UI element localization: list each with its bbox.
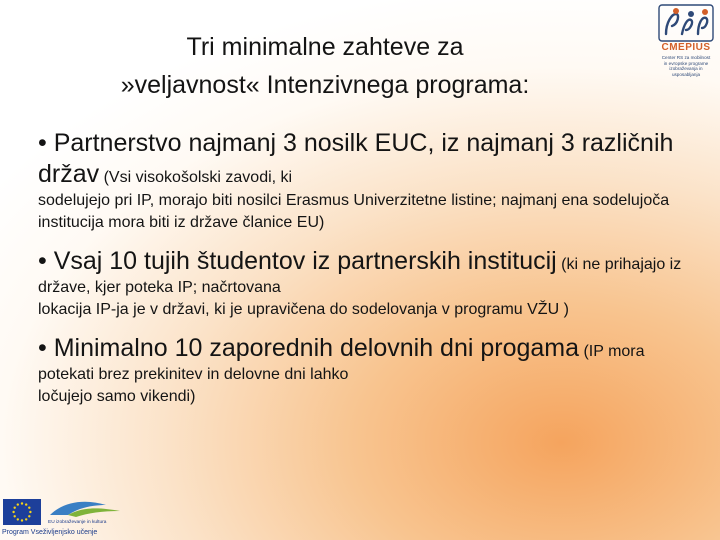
requirement-note: (ki ne prihajajo iz države, kjer poteka IP; načrtovana bbox=[38, 256, 682, 296]
cmepius-tagline-line-1: Center RS za mobilnost bbox=[661, 55, 711, 60]
cmepius-brand: CMEPIUS bbox=[661, 42, 711, 53]
lifelong-learning-logos bbox=[0, 496, 130, 540]
cmepius-tagline-line-3: izobraževanja in bbox=[669, 66, 703, 72]
requirements-list bbox=[38, 128, 698, 420]
requirement-note-continued: ločujejo samo vikendi) bbox=[38, 388, 196, 405]
slide-title-line-1: Tri minimalne zahteve za bbox=[186, 33, 464, 61]
slide-title-line-2: »veljavnost« Intenzivnega programa: bbox=[120, 71, 530, 99]
requirement-note: (Vsi visokošolski zavodi, ki bbox=[99, 169, 293, 186]
requirement-item-partnership bbox=[38, 128, 698, 234]
cmepius-tagline-line-4: usposabljanja bbox=[671, 71, 701, 77]
cmepius-logo bbox=[656, 4, 716, 78]
eu-flag-icon bbox=[3, 499, 41, 525]
requirement-item-students bbox=[38, 246, 698, 321]
cmepius-tagline-line-2: in evropske programe bbox=[663, 60, 709, 66]
requirement-note-continued: lokacija IP-ja je v državi, ki je upravičena do sodelovanja v programu VŽU ) bbox=[38, 301, 569, 318]
requirement-heading: • Partnerstvo najmanj 3 nosilk EUC, iz najmanj 3 različnih držav bbox=[38, 129, 674, 188]
cmepius-tagline bbox=[656, 55, 716, 77]
requirement-note: (IP mora potekati brez prekinitev in delovne dni lahko bbox=[38, 343, 645, 383]
program-caption: Program Vseživljenjsko učenje bbox=[2, 529, 98, 536]
requirement-item-duration bbox=[38, 333, 698, 408]
lifelong-learning-bird-icon bbox=[46, 497, 124, 519]
cmepius-figures-icon bbox=[658, 4, 714, 42]
requirement-heading: • Vsaj 10 tujih študentov iz partnerskih institucij bbox=[38, 247, 557, 275]
requirement-note-continued: sodelujejo pri IP, morajo biti nosilci Erasmus Univerzitetne listine; najmanj ena sodelujoča institucija mora biti iz države članice EU) bbox=[38, 192, 670, 231]
eu-logo-caption: EU izobraževanje in kultura bbox=[48, 520, 107, 525]
slide-title bbox=[30, 28, 620, 104]
requirement-heading: • Minimalno 10 zaporednih delovnih dni progama bbox=[38, 334, 580, 362]
